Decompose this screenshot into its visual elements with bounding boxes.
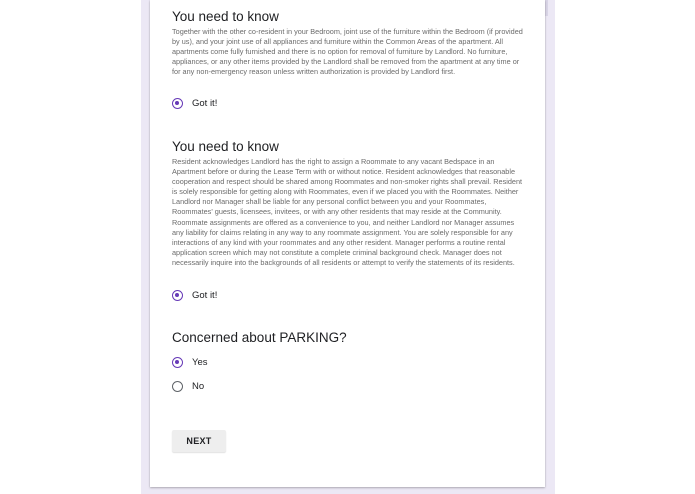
option-label: No [192, 380, 205, 392]
radio-checked-icon[interactable] [172, 98, 183, 109]
option-label: Yes [192, 356, 208, 368]
question-2-option-got-it[interactable] [172, 288, 217, 302]
question-2-title: You need to know [172, 139, 279, 154]
question-2-description: Resident acknowledges Landlord has the right to assign a Roommate to any vacant Bedspace in an Apartment before or during the Lease Term with or without notice. Resident acknowledges that reasonable cooperation and respect should be shared among Roommates and non-smoker rights shall prevail. Resident is solely responsible for getting along with Roommates, even if we placed you with the Roommates. Neither Landlord nor Manager shall be liable for any personal conflict between you and your Roommates, Roommates' guests, licensees, invitees, or with any other residents that may reside at the Community. Roommate assignments are offered as a convenience to you, and neither Landlord nor Manager assumes any liability for claims relating in any way to any roommate assignment. You are solely responsible for any interactions of any kind with your roommates and any other resident. Manager performs a routine rental application screen which may not constitute a complete criminal background check. Manager does not necessarily inquire into the backgrounds of all residents or attempt to verify the statements of its residents. [172, 157, 523, 267]
option-label: Got it! [192, 97, 218, 109]
radio-checked-icon[interactable] [172, 290, 183, 301]
header-card-edge [545, 0, 548, 16]
radio-unchecked-icon[interactable] [172, 381, 183, 392]
question-3 [172, 329, 527, 346]
option-label: Got it! [192, 289, 218, 301]
question-2 [172, 138, 527, 268]
question-1-description: Together with the other co-resident in your Bedroom, joint use of the furniture within the Bedroom (if provided by us), and your joint use of all appliances and furniture within the Common Areas of the apartment. All apartments come fully furnished and there is no option for removal of furniture by Landlord. No furniture, appliances, or any other items provided by the Landlord shall be removed from the apartment at any time or for any non-emergency reason unless written authorization is provided by Landlord first. [172, 27, 523, 77]
question-1-option-got-it[interactable] [172, 96, 217, 110]
question-3-title: Concerned about PARKING? [172, 330, 347, 345]
question-1-title: You need to know [172, 9, 279, 24]
next-button[interactable]: NEXT [172, 430, 226, 452]
question-3-option-no[interactable] [172, 379, 204, 393]
radio-checked-icon[interactable] [172, 357, 183, 368]
question-1 [172, 8, 527, 77]
question-3-option-yes[interactable] [172, 355, 208, 369]
